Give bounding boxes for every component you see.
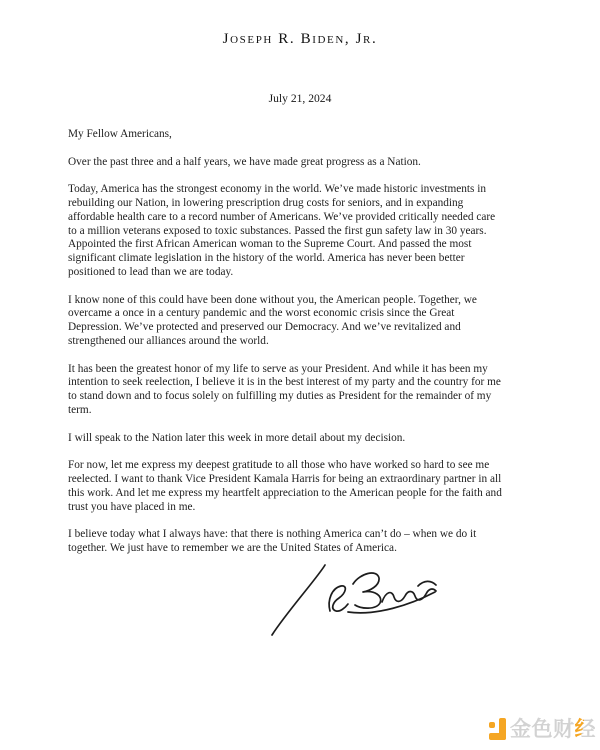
text-line: Depression. We’ve protected and preserved our Democracy. And we’ve revitalized and [68,321,461,334]
text-line: to a million veterans exposed to toxic substances. Passed the first gun safety law in 30 years. [68,224,487,237]
paragraph [68,183,550,280]
text-line: together. We just have to remember we are the United States of America. [68,541,397,554]
paragraph [68,432,550,446]
paragraph [68,294,550,349]
letter-date: July 21, 2024 [268,92,332,105]
text-line: to stand down and to focus solely on fulfilling my duties as President for the remainder of my [68,390,492,403]
text-line: reelected. I want to thank Vice President Kamala Harris for being an extraordinary partner in all [68,472,502,485]
text-line: affordable health care to a record number of Americans. We’ve provided critically needed care [68,210,496,223]
paragraph [68,459,550,514]
text-line: intention to seek reelection, I believe it is in the best interest of my party and the country for me [68,376,501,389]
text-line: Appointed the first African American woman to the Supreme Court. And passed the most [68,238,472,251]
watermark-jinse-finance [489,718,596,740]
text-line: I believe today what I always have: that there is nothing America can’t do – when we do it [68,528,477,541]
text-line: Over the past three and a half years, we have made great progress as a Nation. [68,155,421,168]
jinse-finance-logo-icon [489,718,506,740]
watermark-brand-text [510,718,596,740]
text-line: positioned to lead than we are today. [68,265,234,278]
letter-body [68,128,550,570]
text-line: strengthened our alliances around the world. [68,334,269,347]
text-line: this work. And let me express my heartfelt appreciation to the American people for the faith and [68,486,502,499]
letterhead-name: Joseph R. Biden, Jr. [222,31,378,47]
watermark-text-accent: 经 [574,717,596,741]
text-line: overcame a once in a century pandemic and the worst economic crisis since the Great [68,307,455,320]
text-line: trust you have placed in me. [68,500,196,513]
paragraph [68,363,550,418]
salutation: My Fellow Americans, [68,128,172,140]
text-line: For now, let me express my deepest gratitude to all those who have worked so hard to see me [68,459,490,472]
watermark-text-gray: 金色财 [510,717,575,741]
logo-dot [489,722,495,728]
text-line: I know none of this could have been done without you, the American people. Together, we [68,293,477,306]
paragraph [68,528,550,556]
text-line: rebuilding our Nation, in lowering prescription drug costs for seniors, and in expanding [68,196,464,209]
text-line: I will speak to the Nation later this week in more detail about my decision. [68,431,406,444]
paragraphs-container [68,156,550,556]
text-line: It has been the greatest honor of my life to serve as your President. And while it has been my [68,362,488,375]
text-line: term. [68,403,92,416]
logo-horizontal-bar [489,733,506,740]
joe-biden-signature-icon [258,555,440,647]
paragraph [68,156,550,170]
text-line: significant climate legislation in the history of the world. America has never been better [68,252,465,265]
text-line: Today, America has the strongest economy in the world. We’ve made historic investments in [68,183,487,196]
